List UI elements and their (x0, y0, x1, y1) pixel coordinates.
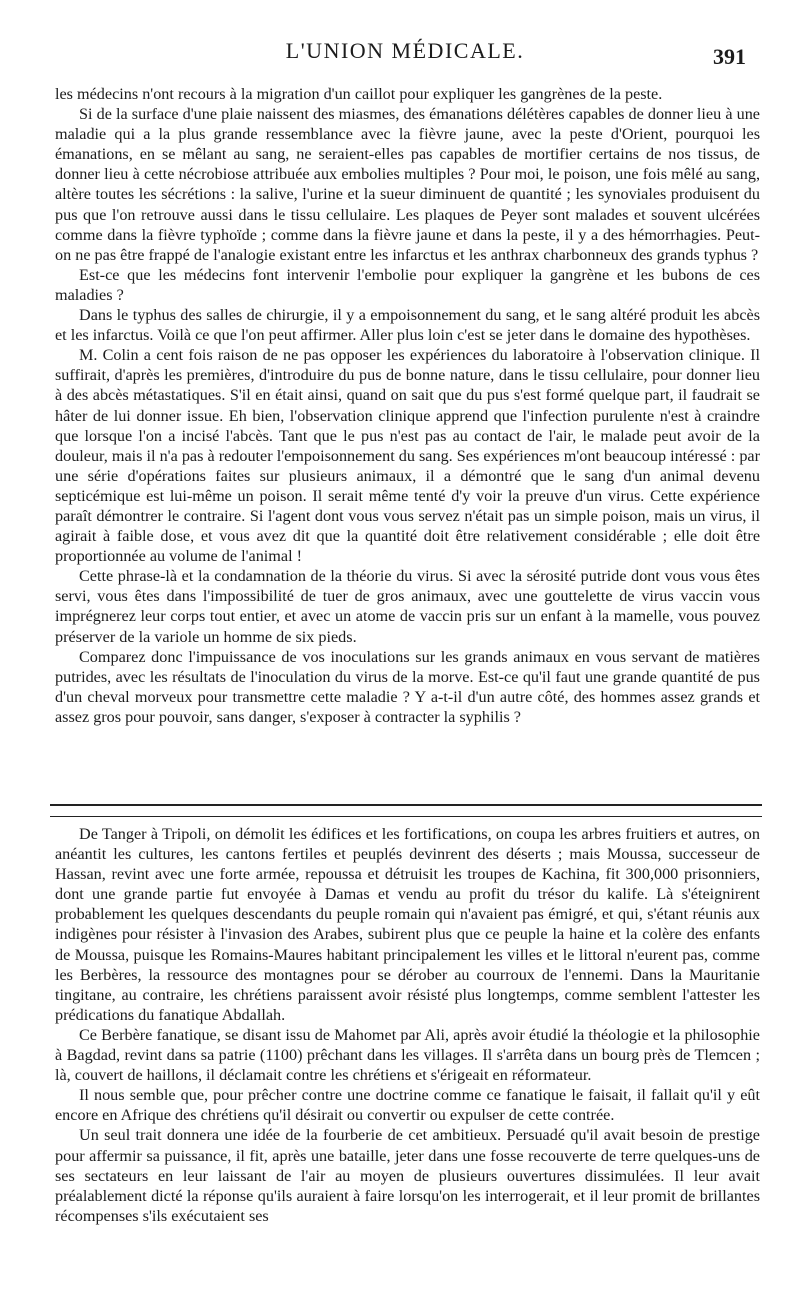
upper-text-section (55, 84, 760, 727)
paragraph: Ce Berbère fanatique, se disant issu de Mahomet par Ali, après avoir étudié la théologie et la philosophie à Bagdad, revint dans sa patrie (1100) prêchant dans les villages. Il s'arrêta dans un bourg près de Tlemcen ; là, couvert de haillons, il déclamait contre les chrétiens et s'érigeait en réformateur. (55, 1025, 760, 1085)
paragraph: Dans le typhus des salles de chirurgie, il y a empoisonnement du sang, et le sang altéré produit les abcès et les infarctus. Voilà ce que l'on peut affirmer. Aller plus loin c'est se jeter dans le domaine des hypothèses. (55, 306, 760, 345)
paragraph: Comparez donc l'impuissance de vos inoculations sur les grands animaux en vous servant de matières putrides, avec les résultats de l'inoculation du virus de la morve. Est-ce qu'il faut une grande quantité de pus d'un cheval morveux pour transmettre cette maladie ? Y a-t-il d'un autre côté, des hommes assez grands et assez gros pour pouvoir, sans danger, s'exposer à contracter la syphilis ? (55, 647, 760, 726)
paragraph: Est-ce que les médecins font intervenir l'embolie pour expliquer la gangrène et les bubons de ces maladies ? (55, 265, 760, 304)
paragraph: De Tanger à Tripoli, on démolit les édifices et les fortifications, on coupa les arbres fruitiers et autres, on anéantit les cultures, les cantons fertiles et peuplés devinrent des déserts ; mais Moussa, successeur de Hassan, revint avec une forte armée, repoussa et détruisit les troupes de Kachina, fit 300,000 prisonniers, dont une grande partie fut envoyée à Damas et vendu au profit du trésor du kalife. Là s'éteignirent probablement les quelques descendants du peuple romain qui n'avaient pas émigré, et qui, s'étant réunis aux indigènes pour résister à l'invasion des Arabes, subirent plus que ce peuple la haine et la colère des enfants de Moussa, puisque les Romains-Maures habitant principalement les villes et le littoral n'eurent pas, comme les Berbères, la ressource des montagnes pour se dérober au courroux de l'ennemi. Dans la Mauritanie tingitane, au contraire, les chrétiens paraissent avoir résisté plus longtemps, comme semblent l'attester les prédications du fanatique Abdallah. (55, 825, 760, 1024)
paragraph: Cette phrase-là et la condamnation de la théorie du virus. Si avec la sérosité putride dont vous vous êtes servi, vous êtes dans l'impossibilité de tuer de gros animaux, avec une gouttelette de virus vaccin vous imprégnerez leur corps tout entier, et avec un atome de vaccin pris sur un enfant à la mamelle, vous pouvez préserver de la variole un homme de six pieds. (55, 567, 760, 646)
paragraph: les médecins n'ont recours à la migration d'un caillot pour expliquer les gangrènes de la peste. (55, 85, 663, 103)
paragraph: Un seul trait donnera une idée de la fourberie de cet ambitieux. Persuadé qu'il avait besoin de prestige pour affermir sa puissance, il fit, après une bataille, jeter dans une fosse recouverte de terre quelques-uns de ses sectateurs en leur laissant de l'air au moyen de plusieurs ouvertures dissimulées. Il leur avait préalablement dicté la réponse qu'ils auraient à faire lorsqu'on les interrogerait, et il leur promit de brillantes récompenses s'ils exécutaient ses (55, 1126, 760, 1225)
running-title: L'UNION MÉDICALE. (285, 38, 525, 63)
paragraph: M. Colin a cent fois raison de ne pas opposer les expériences du laboratoire à l'observation clinique. Il suffirait, d'après les premières, d'introduire du pus de bonne nature, dans le tissu cellulaire, pour donner lieu à des abcès métastatiques. S'il en était ainsi, quand on sait que du pus s'est formé quelque part, il faudrait se hâter de lui donner issue. Eh bien, l'observation clinique apprend que l'infection purulente n'est à craindre que lorsque l'on a incisé l'abcès. Tant que le pus n'est pas au contact de l'air, le malade peut avoir de la douleur, mais il n'a pas à redouter l'empoisonnement du sang. Ses expériences m'ont beaucoup intéressé : par une série d'opérations faites sur plusieurs animaux, il a démontré que le sang d'un animal devenu septicémique est lui-même un poison. Il serait même tenté d'y voir la preuve d'un virus. Cette expérience paraît démontrer le contraire. Si l'agent dont vous vous servez n'était pas un simple poison, mais un virus, il agirait à faible dose, et vous avez dit que la quantité doit être relativement considérable ; elle doit être proportionnée au volume de l'animal ! (55, 346, 760, 566)
section-divider (50, 804, 762, 806)
paragraph: Si de la surface d'une plaie naissent des miasmes, des émanations délétères capables de donner lieu à une maladie qui a la plus grande ressemblance avec la fièvre jaune, avec la peste d'Orient, pourquoi les émanations, en se mêlant au sang, ne seraient-elles pas capables de mortifier certains de nos tissus, de donner lieu à cette nécrobiose attribuée aux embolies multiples ? Pour moi, le poison, une fois mêlé au sang, altère toutes les sécrétions : la salive, l'urine et la sueur diminuent de quantité ; les synoviales produisent du pus que l'on retrouve aussi dans le tissu cellulaire. Les plaques de Peyer sont malades et souvent ulcérées comme dans la fièvre typhoïde ; comme dans la fièvre jaune et dans la peste, il y a des hémorrhagies. Peut-on ne pas être frappé de l'analogie existant entre les infarctus et les anthrax charbonneux des grands typhus ? (55, 105, 760, 264)
section-divider-thin (50, 816, 762, 817)
lower-text-section (55, 824, 760, 1226)
paragraph: Il nous semble que, pour prêcher contre une doctrine comme ce fanatique le faisait, il fallait qu'il y eût encore en Afrique des chrétiens qu'il désirait ou convertir ou expulser de cette contrée. (55, 1086, 760, 1125)
page-header (50, 32, 760, 74)
page-number: 391 (713, 44, 746, 69)
